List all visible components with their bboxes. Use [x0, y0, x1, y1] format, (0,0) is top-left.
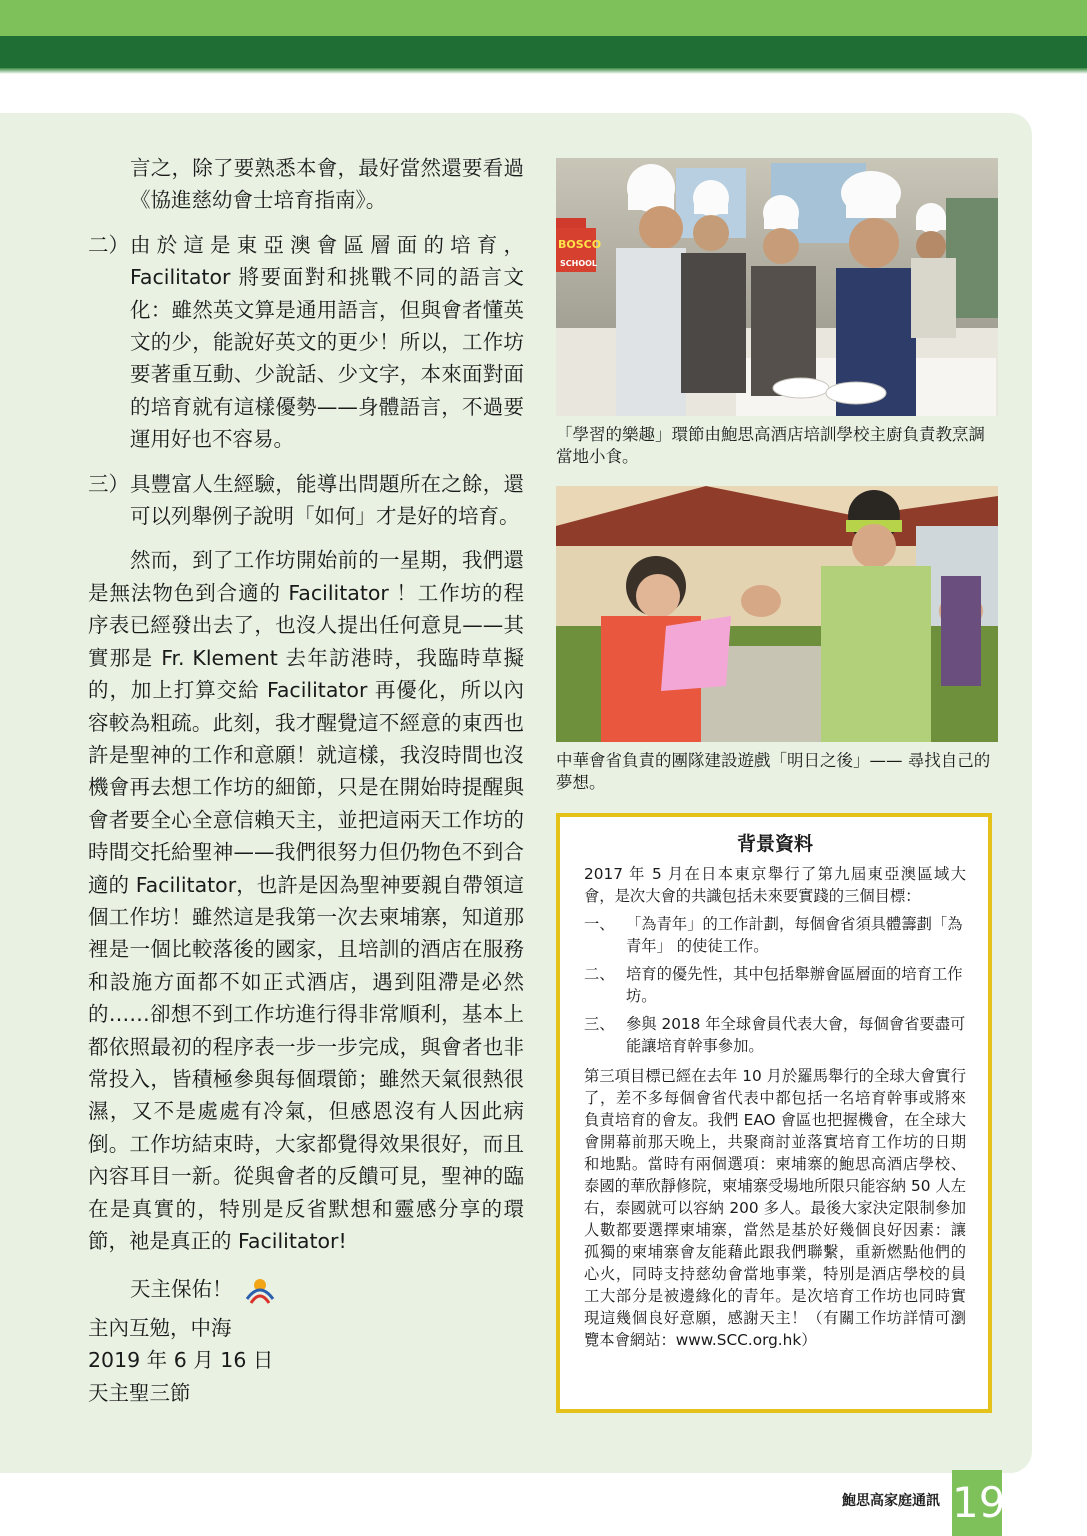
list-item-number: 三）: [88, 471, 129, 496]
intro-continuation: 言之，除了要熟悉本會，最好當然還要看過《協進慈幼會士培育指南》。: [130, 156, 524, 213]
background-info-intro: 2017 年 5 月在日本東京舉行了第九屆東亞澳區域大會，是次大會的共識包括未來要實踐的三個目標：: [584, 865, 966, 905]
article-left-column: [88, 152, 524, 1409]
background-info-box: [556, 813, 992, 1413]
photo2-caption: 中華會省負責的團隊建設遊戲「明日之後」—— 尋找自己的夢想。: [556, 751, 991, 792]
signature-name: 主內互勉，中海: [88, 1315, 232, 1340]
background-info-body: 第三項目標已經在去年 10 月於羅馬舉行的全球大會實行了，差不多每個會省代表中都包括一名培育幹事或將來負責培育的會友。我們 EAO 會區也把握機會，在全球大會開幕前那天晚上，共聚商討並落實培育工作坊的日期和地點。當時有兩個選項：柬埔寨的鮑思高酒店學校、泰國的華欣靜修院，柬埔寨受場地所限只能容納 50 人左右，泰國就可以容納 200 多人。最後大家決定限制參加人數都要選擇柬埔寨，當然是基於好幾個良好因素：讓孤獨的柬埔寨會友能藉此跟我們聯繫，重新燃點他們的心火，同時支持慈幼會當地事業，特別是酒店學校的員工大部分是被邊緣化的青年。是次培育工作坊也同時實現這幾個良好意願，感謝天主！（有關工作坊詳情可瀏覽本會網站：www.SCC.org.hk）: [584, 1067, 966, 1349]
signature-feast: 天主聖三節: [88, 1380, 191, 1405]
header-band-fade: [0, 68, 1087, 74]
header-band-light: [0, 0, 1087, 36]
photo1-caption: 「學習的樂趣」環節由鮑思高酒店培訓學校主廚負責教烹調當地小食。: [556, 425, 985, 466]
background-info-title: 背景資料: [736, 833, 813, 855]
goal-item: [584, 963, 966, 1007]
page-number: 19: [952, 1470, 1002, 1536]
goal-text: 參與 2018 年全球會員代表大會，每個會省要盡可能讓培育幹事參加。: [626, 1015, 966, 1055]
header-band-dark: [0, 36, 1087, 68]
signature-date: 2019 年 6 月 16 日: [88, 1348, 274, 1373]
goal-item: [584, 1013, 966, 1057]
ssc-logo-icon: [243, 1275, 277, 1305]
goal-item: [584, 913, 966, 957]
list-item-text: 具豐富人生經驗，能導出問題所在之餘，還可以列舉例子說明「如何」才是好的培育。: [130, 471, 524, 529]
photo-cooking-class: [556, 158, 998, 416]
goal-text: 「為青年」的工作計劃，每個會省須具體籌劃「為青年」 的使徒工作。: [626, 915, 963, 955]
blessing-text: 天主保佑！: [130, 1277, 233, 1302]
goal-number: 三、: [584, 1015, 615, 1033]
goal-text: 培育的優先性，其中包括舉辦會區層面的培育工作坊。: [626, 965, 963, 1005]
goal-number: 一、: [584, 915, 615, 933]
goal-number: 二、: [584, 965, 615, 983]
blessing-line: [88, 1273, 524, 1305]
list-item: [88, 229, 524, 456]
body-paragraph: 然而，到了工作坊開始前的一星期，我們還是無法物色到合適的 Facilitator ！工作坊的程序表已經發出去了，也沒人提出任何意見——其實那是 Fr. Klement 去年訪港時，我臨時草擬的，加上打算交給 Facilitator 再優化，所以內容較為粗疏。此刻，我才醒覺這不經意的東西也許是聖神的工作和意願！就這樣，我沒時間也沒機會再去想工作坊的細節，只是在開始時提醒與會者要全心全意信賴天主，並把這兩天工作坊的時間交托給聖神——我們很努力但仍物色不到合適的 Facilitator，也許是因為聖神要親自帶領這個工作坊！雖然這是我第一次去柬埔寨，知道那裡是一個比較落後的國家，且培訓的酒店在服務和設施方面都不如正式酒店，遇到阻滯是必然的……卻想不到工作坊進行得非常順利，基本上都依照最初的程序表一步一步完成，與會者也非常投入，皆積極參與每個環節；雖然天氣很熱很濕，又不是處處有冷氣，但感恩沒有人因此病倒。工作坊結束時，大家都覺得效果很好，而且內容耳目一新。從與會者的反饋可見，聖神的臨在是真實的，特別是反省默想和靈感分享的環節，祂是真正的 Facilitator!: [88, 548, 524, 1253]
school-banner-subtext: SCHOOL: [560, 259, 598, 268]
list-item: [88, 468, 524, 533]
list-item-number: 二）: [88, 232, 129, 257]
photo-team-building-game: [556, 486, 998, 742]
school-banner: [556, 228, 601, 272]
school-banner-text: BOSCO: [558, 238, 602, 251]
publication-name: 鮑思高家庭通訊: [842, 1493, 940, 1509]
list-item-text: 由於這是東亞澳會區層面的培育，Facilitator 將要面對和挑戰不同的語言文化：雖然英文算是通用語言，但與會者懂英文的少，能說好英文的更少！所以，工作坊要著重互動、少說話、少文字，本來面對面的培育就有這樣優勢——身體語言，不過要運用好也不容易。: [130, 232, 524, 452]
